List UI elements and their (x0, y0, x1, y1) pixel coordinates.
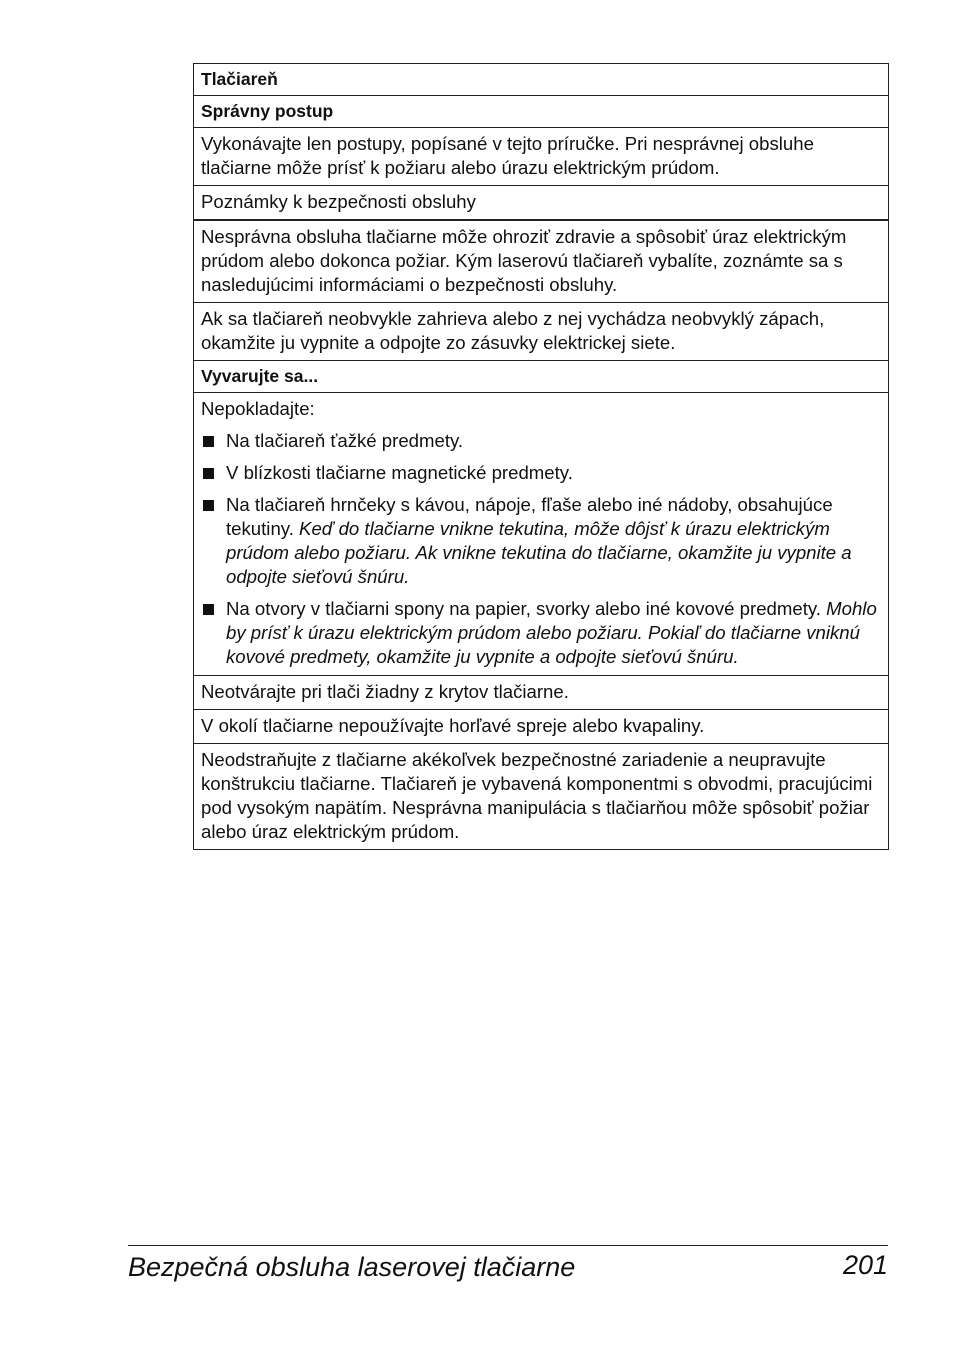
square-bullet-icon (203, 468, 214, 479)
list-item-text: V blízkosti tlačiarne magnetické predmety. (226, 462, 573, 483)
safety-table (193, 63, 889, 850)
covers-text: Neotvárajte pri tlači žiadny z krytov tlačiarne. (194, 675, 888, 709)
intro-text: Vykonávajte len postupy, popísané v tejto príručke. Pri nesprávnej obsluhe tlačiarne môže prísť k požiaru alebo úrazu elektrickým prúdom. (194, 127, 888, 185)
table-subheading: Správny postup (194, 95, 888, 127)
list-item-text: Na otvory v tlačiarni spony na papier, svorky alebo iné kovové predmety. (226, 598, 821, 619)
list-item (201, 493, 880, 589)
notes-text: Nesprávna obsluha tlačiarne môže ohroziť zdravie a spôsobiť úraz elektrickým prúdom alebo dokonca požiar. Kým laserovú tlačiareň vybalíte, zoznámte sa s nasledujúcimi informáciami o bezpečnosti obsluhy. (194, 219, 888, 302)
list-item-note: Mohlo by prísť k úrazu elektrickým prúdom alebo požiaru. Pokiaľ do tlačiarne vniknú kovové predmety, okamžite ju vypnite a odpojte sieťovú šnúru. (226, 598, 877, 667)
footer-title: Bezpečná obsluha laserovej tlačiarne (128, 1252, 576, 1282)
caution-title: Vyvarujte sa... (194, 360, 888, 392)
list-item-text: Na tlačiareň hrnčeky s kávou, nápoje, fľaše alebo iné nádoby, obsahujúce tekutiny. (226, 494, 833, 539)
list-item-note: Keď do tlačiarne vnikne tekutina, môže dôjsť k úrazu elektrickým prúdom alebo požiaru. Ak vnikne tekutina do tlačiarne, okamžite ju vypnite a odpojte sieťovú šnúru. (226, 518, 852, 587)
page-number: 201 (842, 1250, 888, 1280)
list-item-text: Na tlačiareň ťažké predmety. (226, 430, 464, 451)
list-item (201, 597, 880, 669)
overheat-text: Ak sa tlačiareň neobvykle zahrieva alebo z nej vychádza neobvyklý zápach, okamžite ju vypnite a odpojte zo zásuvky elektrickej siete. (194, 302, 888, 360)
table-heading: Tlačiareň (201, 69, 278, 89)
list-item (201, 461, 880, 485)
list-item (201, 429, 880, 453)
caution-list-cell (194, 392, 888, 675)
square-bullet-icon (203, 436, 214, 447)
do-not-place-label: Nepokladajte: (201, 398, 315, 419)
square-bullet-icon (203, 604, 214, 615)
sprays-text: V okolí tlačiarne nepoužívajte horľavé spreje alebo kvapaliny. (194, 709, 888, 743)
notes-title: Poznámky k bezpečnosti obsluhy (194, 185, 888, 219)
footer-divider (128, 1245, 888, 1246)
modify-text: Neodstraňujte z tlačiarne akékoľvek bezpečnostné zariadenie a neupravujte konštrukciu tlačiarne. Tlačiareň je vybavená komponentmi s obvodmi, pracujúcimi pod vysokým napätím. Nesprávna manipulácia s tlačiarňou môže spôsobiť požiar alebo úraz elektrickým prúdom. (194, 743, 888, 849)
square-bullet-icon (203, 500, 214, 511)
caution-list (201, 429, 880, 669)
